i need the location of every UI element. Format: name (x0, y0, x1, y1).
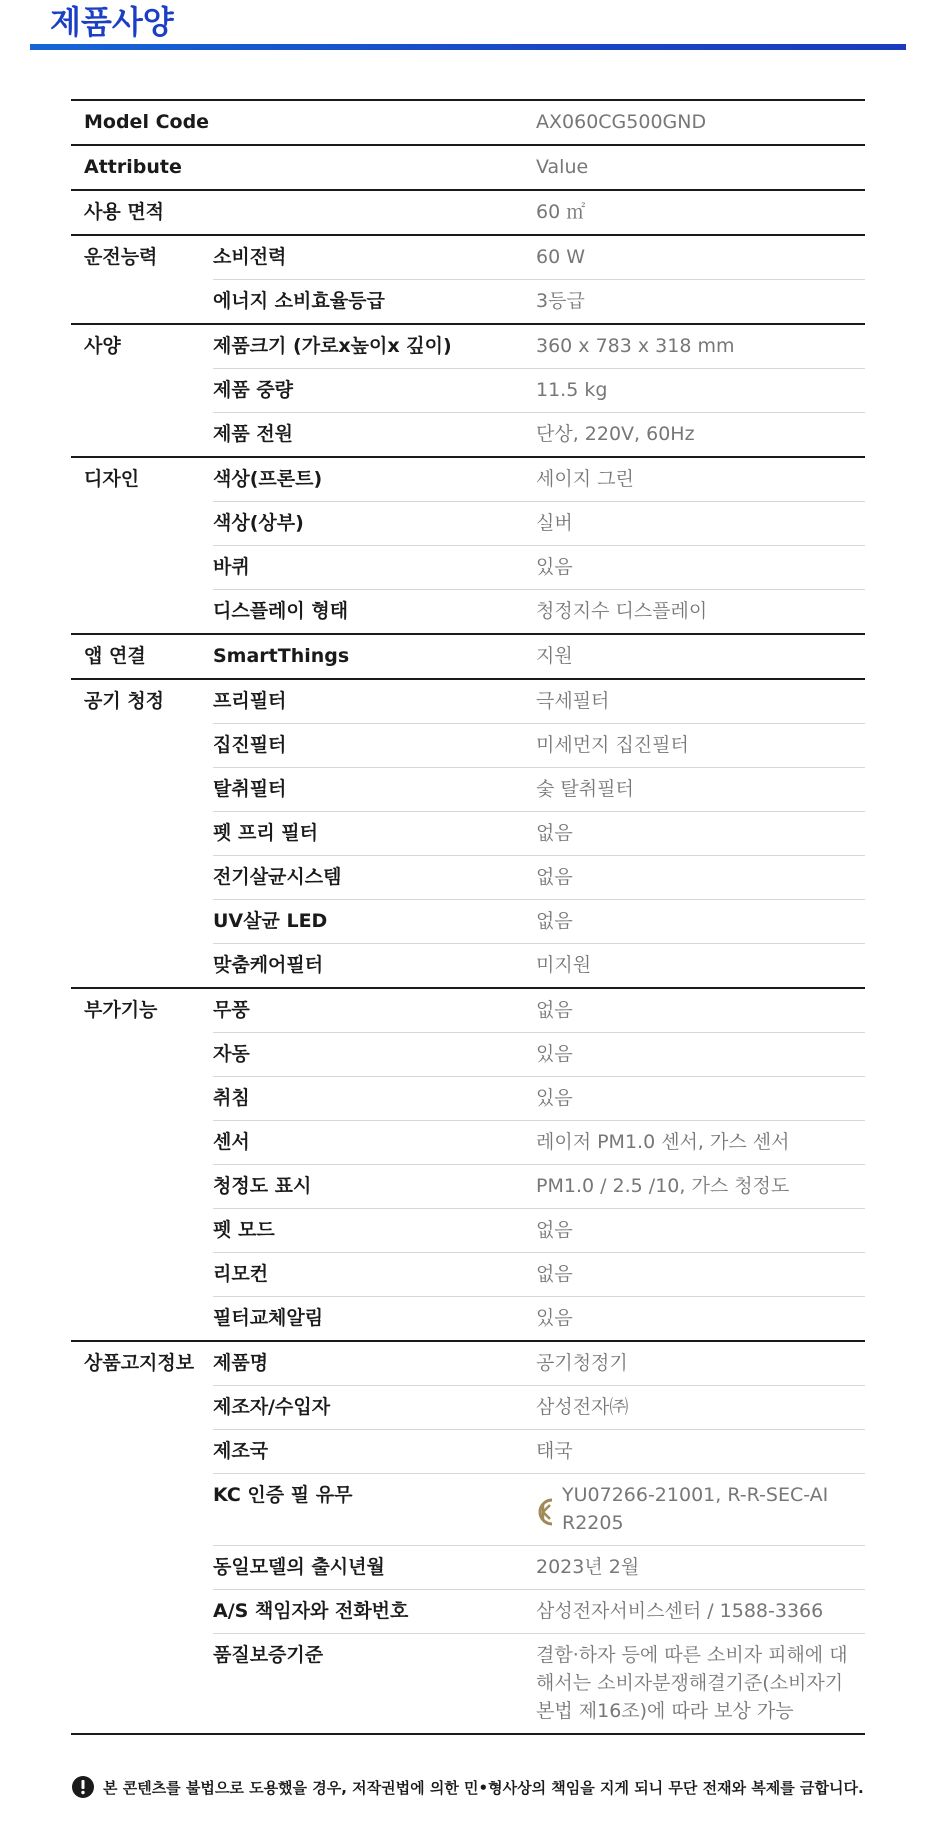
spec-label: 무풍 (213, 999, 250, 1021)
spec-value: 11.5 kg (536, 379, 608, 401)
spec-group-spec (71, 323, 865, 456)
spec-group-purify (71, 678, 865, 987)
spec-label: 펫 프리 필터 (213, 822, 318, 844)
kc-cert-text: YU07266-21001, R-R-SEC-AI R2205 (562, 1484, 829, 1534)
spec-row (213, 1473, 865, 1545)
spec-label: 제품 전원 (213, 423, 294, 445)
spec-value: 실버 (536, 512, 573, 534)
spec-row (213, 635, 865, 678)
attribute-label: Attribute (84, 156, 182, 178)
spec-row (213, 811, 865, 855)
spec-value: 있음 (536, 1087, 573, 1109)
spec-value: 없음 (536, 999, 573, 1021)
spec-row (213, 589, 865, 633)
spec-label: 전기살균시스템 (213, 866, 342, 888)
spec-row (213, 458, 865, 501)
spec-label: 자동 (213, 1043, 250, 1065)
spec-row (213, 236, 865, 279)
spec-row (213, 989, 865, 1032)
model-code-value: AX060CG500GND (536, 111, 707, 133)
spec-label: 바퀴 (213, 556, 250, 578)
spec-label: 색상(상부) (213, 512, 304, 534)
spec-value: 있음 (536, 556, 573, 578)
spec-value: 없음 (536, 1219, 573, 1241)
spec-row (213, 723, 865, 767)
spec-group-app (71, 633, 865, 678)
spec-value: 없음 (536, 910, 573, 932)
spec-value: 삼성전자㈜ (536, 1396, 629, 1418)
spec-row (213, 1589, 865, 1633)
spec-label: 필터교체알림 (213, 1307, 324, 1329)
spec-row (213, 1385, 865, 1429)
spec-value: PM1.0 / 2.5 /10, 가스 청정도 (536, 1175, 790, 1197)
spec-row (213, 1032, 865, 1076)
spec-label: 집진필터 (213, 734, 287, 756)
spec-label: UV살균 LED (213, 910, 328, 932)
copyright-text: 본 콘텐츠를 불법으로 도용했을 경우, 저작권법에 의한 민•형사상의 책임을 지게 되니 무단 전재와 복제를 금합니다. (103, 1778, 864, 1797)
spec-row (213, 1076, 865, 1120)
warning-icon (71, 1775, 95, 1799)
spec-value: 60 W (536, 246, 586, 268)
spec-row (213, 899, 865, 943)
spec-label: 센서 (213, 1131, 250, 1153)
spec-value: 숯 탈취필터 (536, 778, 634, 800)
spec-value: 있음 (536, 1043, 573, 1065)
spec-label: 청정도 표시 (213, 1175, 312, 1197)
category-spec: 사양 (84, 335, 121, 357)
spec-value: 세이지 그린 (536, 468, 634, 490)
copyright-notice (71, 1775, 871, 1799)
spec-row (213, 501, 865, 545)
spec-value: 결함·하자 등에 따른 소비자 피해에 대해서는 소비자분쟁해결기준(소비자기본법 제16조)에 따라 보상 가능 (536, 1644, 848, 1722)
spec-value: 360 x 783 x 318 mm (536, 335, 735, 357)
spec-label: 제품 중량 (213, 379, 294, 401)
spec-label: 제조자/수입자 (213, 1396, 331, 1418)
spec-value: 3등급 (536, 290, 585, 312)
kc-value (536, 1471, 865, 1545)
spec-row (213, 943, 865, 987)
spec-value: 극세필터 (536, 690, 610, 712)
spec-group-area (71, 189, 865, 234)
spec-label: 프리필터 (213, 690, 287, 712)
spec-label: 색상(프론트) (213, 468, 323, 490)
category-extra: 부가기능 (84, 999, 158, 1021)
spec-row (213, 855, 865, 899)
spec-label: 맞춤케어필터 (213, 954, 324, 976)
spec-label: 제품명 (213, 1352, 269, 1374)
spec-label: 펫 모드 (213, 1219, 275, 1241)
category-notice: 상품고지정보 (84, 1352, 195, 1374)
spec-group-attribute (71, 144, 865, 189)
spec-label: 제품크기 (가로x높이x 깊이) (213, 335, 452, 357)
spec-row (213, 1633, 865, 1733)
spec-value: 삼성전자서비스센터 / 1588-3366 (536, 1600, 824, 1622)
title-bar (30, 0, 906, 52)
kc-mark-icon (536, 1497, 558, 1527)
category-operation: 운전능력 (84, 246, 158, 268)
spec-row (213, 279, 865, 323)
attribute-value: Value (536, 156, 589, 178)
spec-row (213, 767, 865, 811)
spec-value: 단상, 220V, 60Hz (536, 423, 695, 445)
spec-label: 취침 (213, 1087, 250, 1109)
spec-value: 없음 (536, 822, 573, 844)
model-code-label: Model Code (84, 111, 210, 133)
spec-value: 레이저 PM1.0 센서, 가스 센서 (536, 1131, 790, 1153)
area-value: 60 ㎡ (536, 201, 586, 223)
spec-row (213, 1120, 865, 1164)
spec-label: 리모컨 (213, 1263, 269, 1285)
spec-label: 동일모델의 출시년월 (213, 1556, 385, 1578)
spec-group-notice (71, 1340, 865, 1735)
spec-value: 2023년 2월 (536, 1556, 640, 1578)
spec-row (213, 1296, 865, 1340)
spec-row (213, 545, 865, 589)
spec-group-model-code (71, 99, 865, 144)
spec-label: A/S 책임자와 전화번호 (213, 1600, 409, 1622)
spec-row (213, 325, 865, 368)
spec-label: 품질보증기준 (213, 1644, 324, 1666)
spec-row (213, 1252, 865, 1296)
spec-label: 디스플레이 형태 (213, 600, 349, 622)
title-underline (30, 44, 906, 50)
spec-label: KC 인증 필 유무 (213, 1484, 353, 1506)
spec-value: 없음 (536, 866, 573, 888)
spec-row (213, 1342, 865, 1385)
spec-table (71, 99, 865, 1735)
category-purify: 공기 청정 (84, 690, 165, 712)
category-design: 디자인 (84, 468, 140, 490)
spec-label: 탈취필터 (213, 778, 287, 800)
spec-value: 공기청정기 (536, 1352, 628, 1374)
spec-label: 제조국 (213, 1440, 269, 1462)
page-title: 제품사양 (50, 3, 174, 41)
spec-value: 있음 (536, 1307, 573, 1329)
spec-row (213, 1164, 865, 1208)
spec-row (213, 680, 865, 723)
spec-label: 에너지 소비효율등급 (213, 290, 385, 312)
spec-value: 미세먼지 집진필터 (536, 734, 689, 756)
spec-group-operation (71, 234, 865, 323)
spec-value: 청정지수 디스플레이 (536, 600, 708, 622)
spec-row (213, 412, 865, 456)
spec-group-design (71, 456, 865, 633)
spec-row (213, 1545, 865, 1589)
spec-value: 미지원 (536, 954, 592, 976)
spec-label: SmartThings (213, 645, 350, 667)
category-app: 앱 연결 (84, 645, 146, 667)
spec-label: 소비전력 (213, 246, 287, 268)
spec-value: 태국 (536, 1440, 573, 1462)
spec-row (213, 368, 865, 412)
area-label: 사용 면적 (84, 201, 165, 223)
spec-value: 지원 (536, 645, 573, 667)
spec-group-extra (71, 987, 865, 1340)
spec-row (213, 1429, 865, 1473)
spec-row (213, 1208, 865, 1252)
spec-value: 없음 (536, 1263, 573, 1285)
